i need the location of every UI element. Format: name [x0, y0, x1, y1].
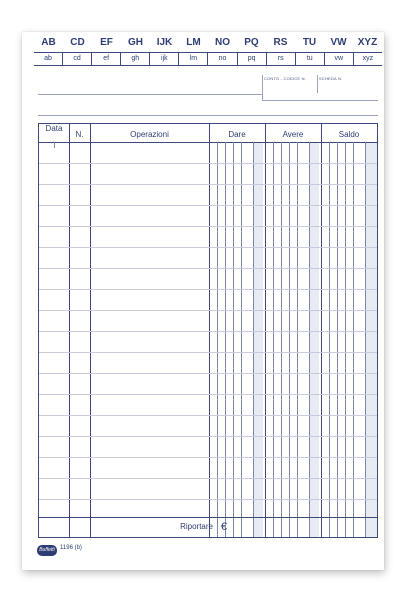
index-tab-upper[interactable]: CD [70, 37, 85, 48]
riportare-row-top [39, 517, 377, 518]
index-tab-lower[interactable]: rs [266, 53, 295, 65]
index-tab-lower[interactable]: ab [44, 55, 52, 62]
table-row[interactable] [39, 457, 377, 458]
index-tab-lower[interactable]: ijk [149, 53, 178, 65]
index-tab-lower[interactable]: gh [120, 53, 149, 65]
index-tabs-upper [34, 35, 382, 51]
index-tab-upper[interactable]: EF [100, 37, 113, 48]
index-tab-upper[interactable]: VW [330, 37, 347, 48]
model-code: 1196 (b) [60, 545, 82, 551]
index-tab-upper[interactable]: GH [128, 37, 143, 48]
conto-codice-label: CONTO - CODICE N. [264, 76, 306, 81]
index-tab-lower[interactable]: xyz [353, 53, 382, 65]
table-row[interactable] [39, 352, 377, 353]
index-tab-upper[interactable]: IJK [156, 37, 173, 48]
header-code-box-divider [317, 75, 318, 93]
index-tab-lower[interactable]: vw [324, 53, 353, 65]
index-tabs-lower [34, 52, 382, 66]
index-tab-upper[interactable]: PQ [244, 37, 259, 48]
table-row[interactable] [39, 205, 377, 206]
index-tab-upper[interactable]: AB [41, 37, 56, 48]
col-header-dare: Dare [228, 130, 246, 139]
index-tab-upper[interactable]: RS [273, 37, 288, 48]
header-code-box-left [262, 75, 263, 101]
index-tab-lower[interactable]: pq [237, 53, 266, 65]
account-name-line[interactable] [38, 94, 262, 95]
table-row[interactable] [39, 394, 377, 395]
col-header-data: Data [45, 124, 63, 133]
index-tab-lower[interactable]: cd [62, 53, 91, 65]
index-tab-upper[interactable]: LM [186, 37, 201, 48]
table-row[interactable] [39, 331, 377, 332]
col-header-operazioni: Operazioni [130, 130, 169, 139]
riportare-label: Riportare [180, 522, 213, 531]
table-row[interactable] [39, 184, 377, 185]
table-row[interactable] [39, 268, 377, 269]
index-tab-upper[interactable]: XYZ [357, 37, 378, 48]
buffetti-logo [37, 545, 57, 556]
table-row[interactable] [39, 247, 377, 248]
ledger-grid [38, 123, 378, 538]
col-header-saldo: Saldo [338, 130, 360, 139]
col-header-numero: N. [75, 130, 84, 139]
table-row[interactable] [39, 310, 377, 311]
account-second-line[interactable] [38, 115, 378, 116]
data-col-dash [54, 142, 55, 148]
buffetti-logo-text: Buffetti [39, 547, 55, 553]
euro-symbol: € [220, 521, 227, 533]
index-tab-upper[interactable]: NO [215, 37, 230, 48]
index-tab-upper[interactable]: TU [302, 37, 317, 48]
code-box-bottom-line[interactable] [262, 100, 378, 101]
table-row[interactable] [39, 478, 377, 479]
index-tab-lower[interactable]: no [207, 53, 236, 65]
index-tab-lower[interactable]: ef [91, 53, 120, 65]
table-row[interactable] [39, 163, 377, 164]
table-row[interactable] [39, 499, 377, 500]
table-row[interactable] [39, 289, 377, 290]
index-tab-lower[interactable]: lm [178, 53, 207, 65]
table-row[interactable] [39, 373, 377, 374]
scheda-label: SCHEDA N. [319, 76, 343, 81]
ledger-sheet [22, 32, 384, 570]
col-header-avere: Avere [282, 130, 304, 139]
table-row[interactable] [39, 415, 377, 416]
table-row[interactable] [39, 226, 377, 227]
index-tab-lower[interactable]: tu [295, 53, 324, 65]
table-row[interactable] [39, 436, 377, 437]
